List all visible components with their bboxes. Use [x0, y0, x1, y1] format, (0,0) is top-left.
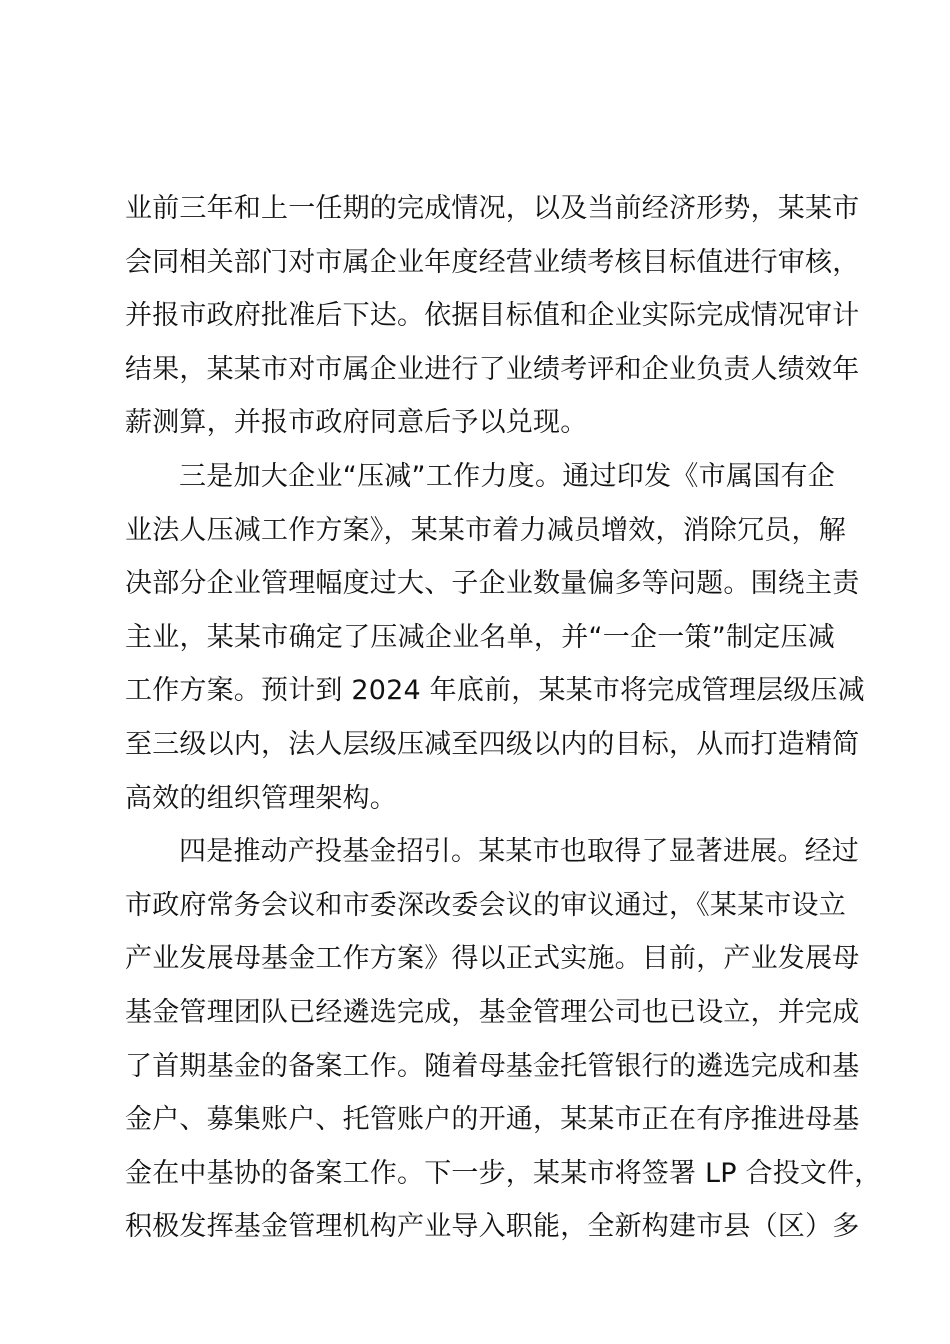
paragraph-line: 并报市政府批准后下达。依据目标值和企业实际完成情况审计	[125, 300, 860, 332]
paragraph-line: 产业发展母基金工作方案》得以正式实施。目前，产业发展母	[125, 943, 860, 975]
paragraph-line: 高效的组织管理架构。	[125, 782, 397, 814]
paragraph-line: 至三级以内，法人层级压减至四级以内的目标，从而打造精简	[125, 728, 860, 760]
paragraph-line: 四是推动产投基金招引。某某市也取得了显著进展。经过	[179, 836, 859, 868]
document-body	[125, 182, 882, 1254]
paragraph-line: 三是加大企业“压减”工作力度。通过印发《市属国有企	[179, 460, 835, 492]
paragraph-line: 业法人压减工作方案》，某某市着力减员增效，消除冗员，解	[125, 514, 846, 546]
paragraph-line: 主业，某某市确定了压减企业名单，并“一企一策”制定压减	[125, 621, 835, 653]
paragraph-line: 决部分企业管理幅度过大、子企业数量偏多等问题。围绕主责	[125, 568, 860, 600]
paragraph-line: 了首期基金的备案工作。随着母基金托管银行的遴选完成和基	[125, 1050, 860, 1082]
paragraph-line: 工作方案。预计到 2024 年底前，某某市将完成管理层级压减	[125, 675, 865, 707]
paragraph-line: 金户、募集账户、托管账户的开通，某某市正在有序推进母基	[125, 1104, 860, 1136]
paragraph-line: 薪测算，并报市政府同意后予以兑现。	[125, 407, 588, 439]
paragraph-line: 基金管理团队已经遴选完成，基金管理公司也已设立，并完成	[125, 996, 860, 1028]
paragraph-line: 金在中基协的备案工作。下一步，某某市将签署 LP 合投文件，	[125, 1157, 882, 1189]
paragraph-line: 会同相关部门对市属企业年度经营业绩考核目标值进行审核，	[125, 246, 860, 278]
paragraph-line: 市政府常务会议和市委深改委会议的审议通过，《某某市设立	[125, 889, 846, 921]
paragraph-line: 积极发挥基金管理机构产业导入职能，全新构建市县（区）多	[125, 1211, 860, 1243]
paragraph-line: 结果，某某市对市属企业进行了业绩考评和企业负责人绩效年	[125, 353, 860, 385]
paragraph-line: 业前三年和上一任期的完成情况，以及当前经济形势，某某市	[125, 193, 860, 224]
